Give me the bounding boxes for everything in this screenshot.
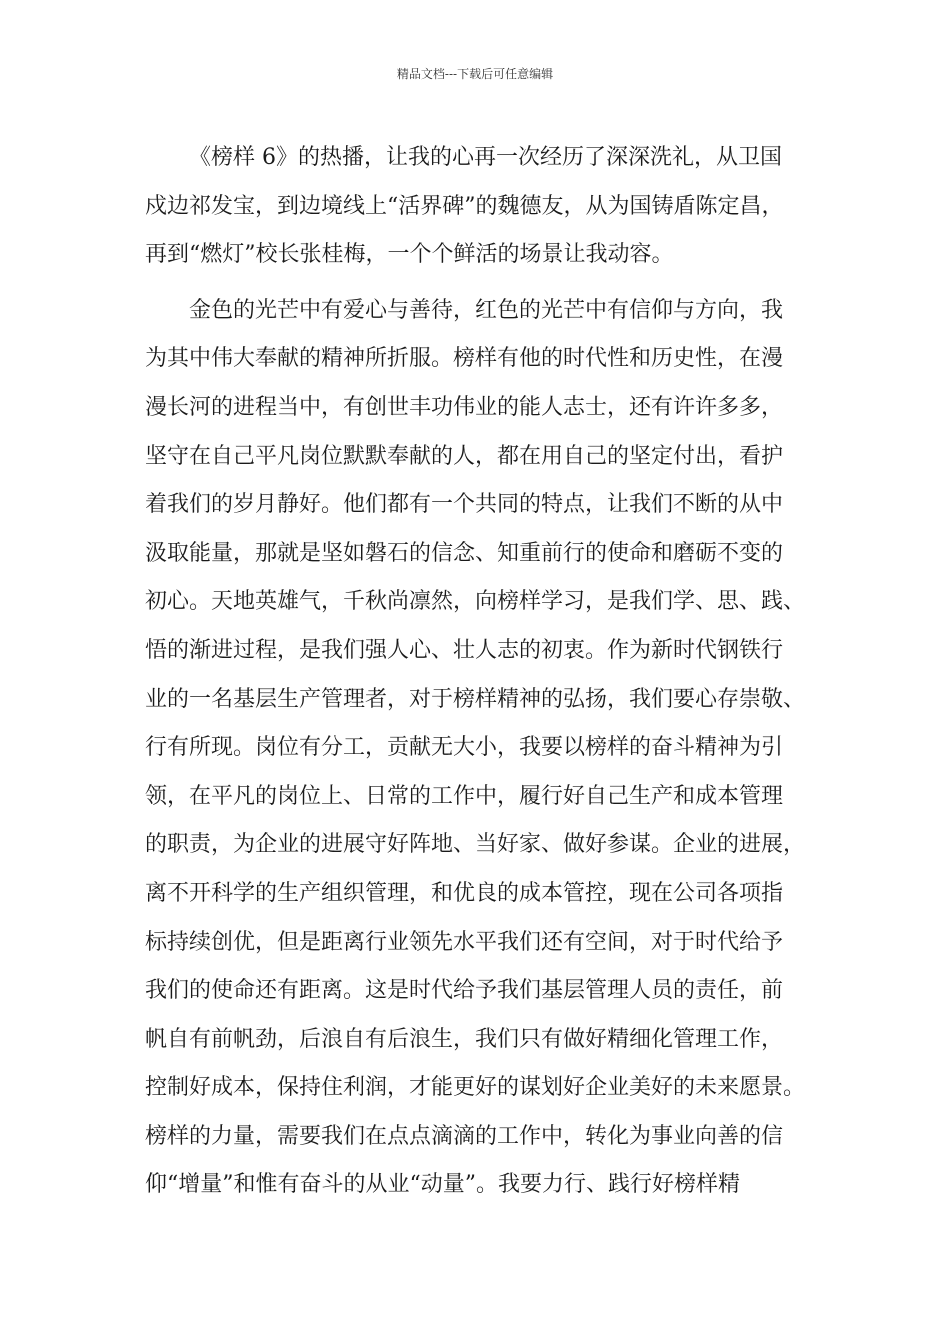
paragraph-line: 业的一名基层生产管理者，对于榜样精神的弘扬，我们要心存崇敬、 bbox=[145, 686, 806, 712]
paragraph-line: 领，在平凡的岗位上、日常的工作中，履行好自己生产和成本管理 bbox=[145, 783, 784, 809]
paragraph-line: 再到“燃灯”校长张桂梅，一个个鲜活的场景让我动容。 bbox=[145, 242, 674, 268]
paragraph-line: 行有所现。岗位有分工，贡献无大小，我要以榜样的奋斗精神为引 bbox=[145, 735, 784, 761]
paragraph-line: 漫长河的进程当中，有创世丰功伟业的能人志士，还有许许多多， bbox=[145, 394, 784, 420]
paragraph-line: 帆自有前帆劲，后浪自有后浪生，我们只有做好精细化管理工作， bbox=[145, 1026, 784, 1052]
paragraph-2 bbox=[145, 287, 845, 1210]
paragraph-line: 离不开科学的生产组织管理，和优良的成本管控，现在公司各项指 bbox=[145, 880, 784, 906]
paragraph-line: 控制好成本，保持住利润，才能更好的谋划好企业美好的未来愿景。 bbox=[145, 1075, 806, 1101]
paragraph-line: 汲取能量，那就是坚如磐石的信念、知重前行的使命和磨砺不变的 bbox=[145, 540, 784, 566]
page-header: 精品文档---下载后可任意编辑 bbox=[396, 67, 554, 81]
paragraph-line: 标持续创优，但是距离行业领先水平我们还有空间，对于时代给予 bbox=[145, 929, 784, 955]
paragraph-line: 榜样的力量，需要我们在点点滴滴的工作中，转化为事业向善的信 bbox=[145, 1123, 784, 1149]
paragraph-1 bbox=[145, 134, 845, 280]
paragraph-line: 我们的使命还有距离。这是时代给予我们基层管理人员的责任，前 bbox=[145, 978, 784, 1004]
paragraph-line: 悟的渐进过程，是我们强人心、壮人志的初衷。作为新时代钢铁行 bbox=[145, 637, 784, 663]
paragraph-line: 《榜样 6》的热播，让我的心再一次经历了深深洗礼，从卫国 bbox=[189, 145, 782, 170]
paragraph-line: 为其中伟大奉献的精神所折服。榜样有他的时代性和历史性，在漫 bbox=[145, 346, 784, 372]
paragraph-line: 的职责，为企业的进展守好阵地、当好家、做好参谋。企业的进展， bbox=[145, 832, 806, 858]
paragraph-line: 仰“增量”和惟有奋斗的从业“动量”。我要力行、践行好榜样精 bbox=[145, 1172, 740, 1198]
paragraph-line: 金色的光芒中有爱心与善待，红色的光芒中有信仰与方向，我 bbox=[189, 297, 784, 323]
paragraph-gap bbox=[145, 280, 845, 287]
paragraph-line: 戍边祁发宝，到边境线上“活界碑”的魏德友，从为国铸盾陈定昌， bbox=[145, 193, 784, 219]
paragraph-line: 着我们的岁月静好。他们都有一个共同的特点，让我们不断的从中 bbox=[145, 492, 784, 518]
paragraph-line: 坚守在自己平凡岗位默默奉献的人，都在用自己的坚定付出，看护 bbox=[145, 443, 784, 469]
paragraph-line: 初心。天地英雄气，千秋尚凛然，向榜样学习，是我们学、思、践、 bbox=[145, 589, 806, 615]
document-body bbox=[145, 134, 845, 1210]
